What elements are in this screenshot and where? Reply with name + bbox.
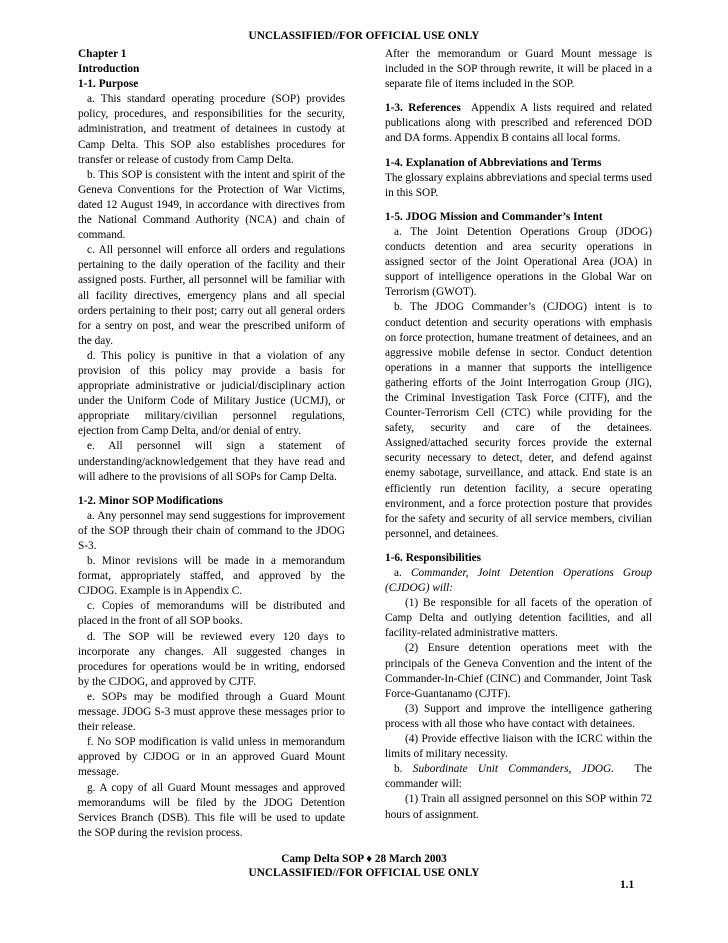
section-1-3-text: Appendix A lists required and related publications along with prescribed and referenced DOD and DA forms. Appendix B contains all local forms. [385,102,653,145]
section-1-2-f: f. No SOP modification is valid unless in memorandum approved by CJDOG or in an approved Guard Mount message. [78,736,345,779]
section-1-6-a-label: a. [394,567,402,579]
footer-doc-date: Camp Delta SOP ♦ 28 March 2003 [281,853,447,865]
section-1-6-b [385,762,652,792]
section-1-3 [385,101,652,146]
section-1-2-g: g. A copy of all Guard Mount messages and approved memorandums will be filed by the JDOG Detention Services Branch (DSB). This file will be used to update the SOP during the revision process. [78,781,345,839]
section-1-1-d: d. This policy is punitive in that a violation of any provision of this policy may provide a basis for appropriate administrative or judicial/disciplinary action under the Uniform Code of Military Justice (UCMJ), or appropriate military/civilian personnel regulations, ejection from Camp Delta, and/or denial of entry. [78,349,345,438]
section-1-1-title: 1-1. Purpose [78,78,139,91]
section-1-6-a-1: (1) Be responsible for all facets of the operation of Camp Delta and outlying detention facilities, and all facility-related administrative matters. [385,597,652,640]
section-1-2-d: d. The SOP will be reviewed every 120 days to incorporate any changes. All suggested changes in procedures for operations would be in writing, endorsed by the CJDOG, and approved by CJTF. [78,630,345,688]
section-1-3-title: 1-3. References [385,102,461,115]
section-1-2-a: a. Any personnel may send suggestions for improvement of the SOP through their chain of command to the JDOG S-3. [78,509,345,552]
section-1-2-continuation: After the memorandum or Guard Mount message is included in the SOP through rewrite, it will be placed in a separate file of items included in the SOP. [385,48,652,91]
section-1-2-title: 1-2. Minor SOP Modifications [78,494,223,507]
section-1-5-a: a. The Joint Detention Operations Group (JDOG) conducts detention and area security operations in assigned sector of the Joint Operational Area (JOA) in support of intelligence operations in the Global War on Terrorism (GWOT). [385,225,652,299]
section-1-6-b-label: b. [394,763,403,776]
page-number: 1.1 [620,879,635,891]
section-1-2-e: e. SOPs may be modified through a Guard Mount message. JDOG S-3 must approve these messages prior to their release. [78,690,345,734]
section-1-6-a-3: (3) Support and improve the intelligence gathering process with all those who have contact with detainees. [385,702,652,730]
classification-header: UNCLASSIFIED//FOR OFFICIAL USE ONLY [248,30,480,42]
section-1-1-e: e. All personnel will sign a statement of understanding/acknowledgement that they have read and will adhere to the provisions of all SOPs for Camp Delta. [78,440,345,483]
section-1-4-text: The glossary explains abbreviations and special terms used in this SOP. [385,171,652,199]
section-1-6-b-heading: Subordinate Unit Commanders, JDOG. [412,763,614,776]
section-1-1-c: c. All personnel will enforce all orders and regulations pertaining to the daily operation of the facility and their assigned posts. Further, all personnel will be familiar with all facility directives, emergency plans and all special orders pertaining to their post; carry out all general orders for a sentry on post, and wear the prescribed uniform of the day. [78,244,345,347]
left-column [78,47,345,841]
section-1-5-b: b. The JDOG Commander’s (CJDOG) intent is to conduct detention and security operations with emphasis on force protection, humane treatment of detainees, and an aggressive mobile defense in sector. Conduct detention operations in a manner that supports the intelligence gathering efforts of the Joint Interrogation Group (JIG), the Criminal Investigation Task Force (CITF), and the Counter-Terrorism Cell (CTC) while providing for the safety, security and care of the detainees. Assigned/attached security forces provide the external security necessary to detect, deter, and defend against enemy sabotage, surveillance, and attack. End state is an efficiently run detention facility, a secure operating environment, and a force protection posture that provides for the safety and security of all service members, civilian personnel, and detainees. [385,301,652,540]
section-1-6-b-text: The commander will: [385,763,652,791]
section-1-1-a: a. This standard operating procedure (SOP) provides policy, procedures, and responsibilities for the security, administration, and treatment of detainees in custody at Camp Delta. This SOP also establishes procedures for transfer or release of custody from Camp Delta. [78,93,345,166]
footer-classification: UNCLASSIFIED//FOR OFFICIAL USE ONLY [248,867,480,879]
right-column [385,47,652,823]
section-1-6-a-4: (4) Provide effective liaison with the ICRC within the limits of military necessity. [385,733,652,761]
section-1-6-a-heading: Commander, Joint Detention Operations Group (CJDOG) will: [385,567,652,595]
section-1-1-b: b. This SOP is consistent with the intent and spirit of the Geneva Conventions for the Protection of War Victims, dated 12 August 1949, in accordance with directives from the National Command Authority (NCA) and chain of command. [78,168,345,242]
section-1-4-title: 1-4. Explanation of Abbreviations and Terms [385,156,602,169]
section-1-6-title: 1-6. Responsibilities [385,551,482,564]
chapter-title: Introduction [78,63,140,76]
chapter-label: Chapter 1 [78,48,127,60]
section-1-5-title: 1-5. JDOG Mission and Commander’s Intent [385,210,603,223]
section-1-2-b: b. Minor revisions will be made in a memorandum format, appropriately staffed, and approved by the CJDOG. Example is in Appendix C. [78,555,345,598]
section-1-6-b-1: (1) Train all assigned personnel on this SOP within 72 hours of assignment. [385,793,652,821]
footer [0,852,728,880]
section-1-6-a-2: (2) Ensure detention operations meet with the principals of the Geneva Convention and the intent of the Commander-In-Chief (CINC) and Commander, Joint Task Force-Guantanamo (CJTF). [385,642,652,700]
section-1-6-a [385,566,652,596]
section-1-2-c: c. Copies of memorandums will be distributed and placed in the front of all SOP books. [78,600,345,628]
